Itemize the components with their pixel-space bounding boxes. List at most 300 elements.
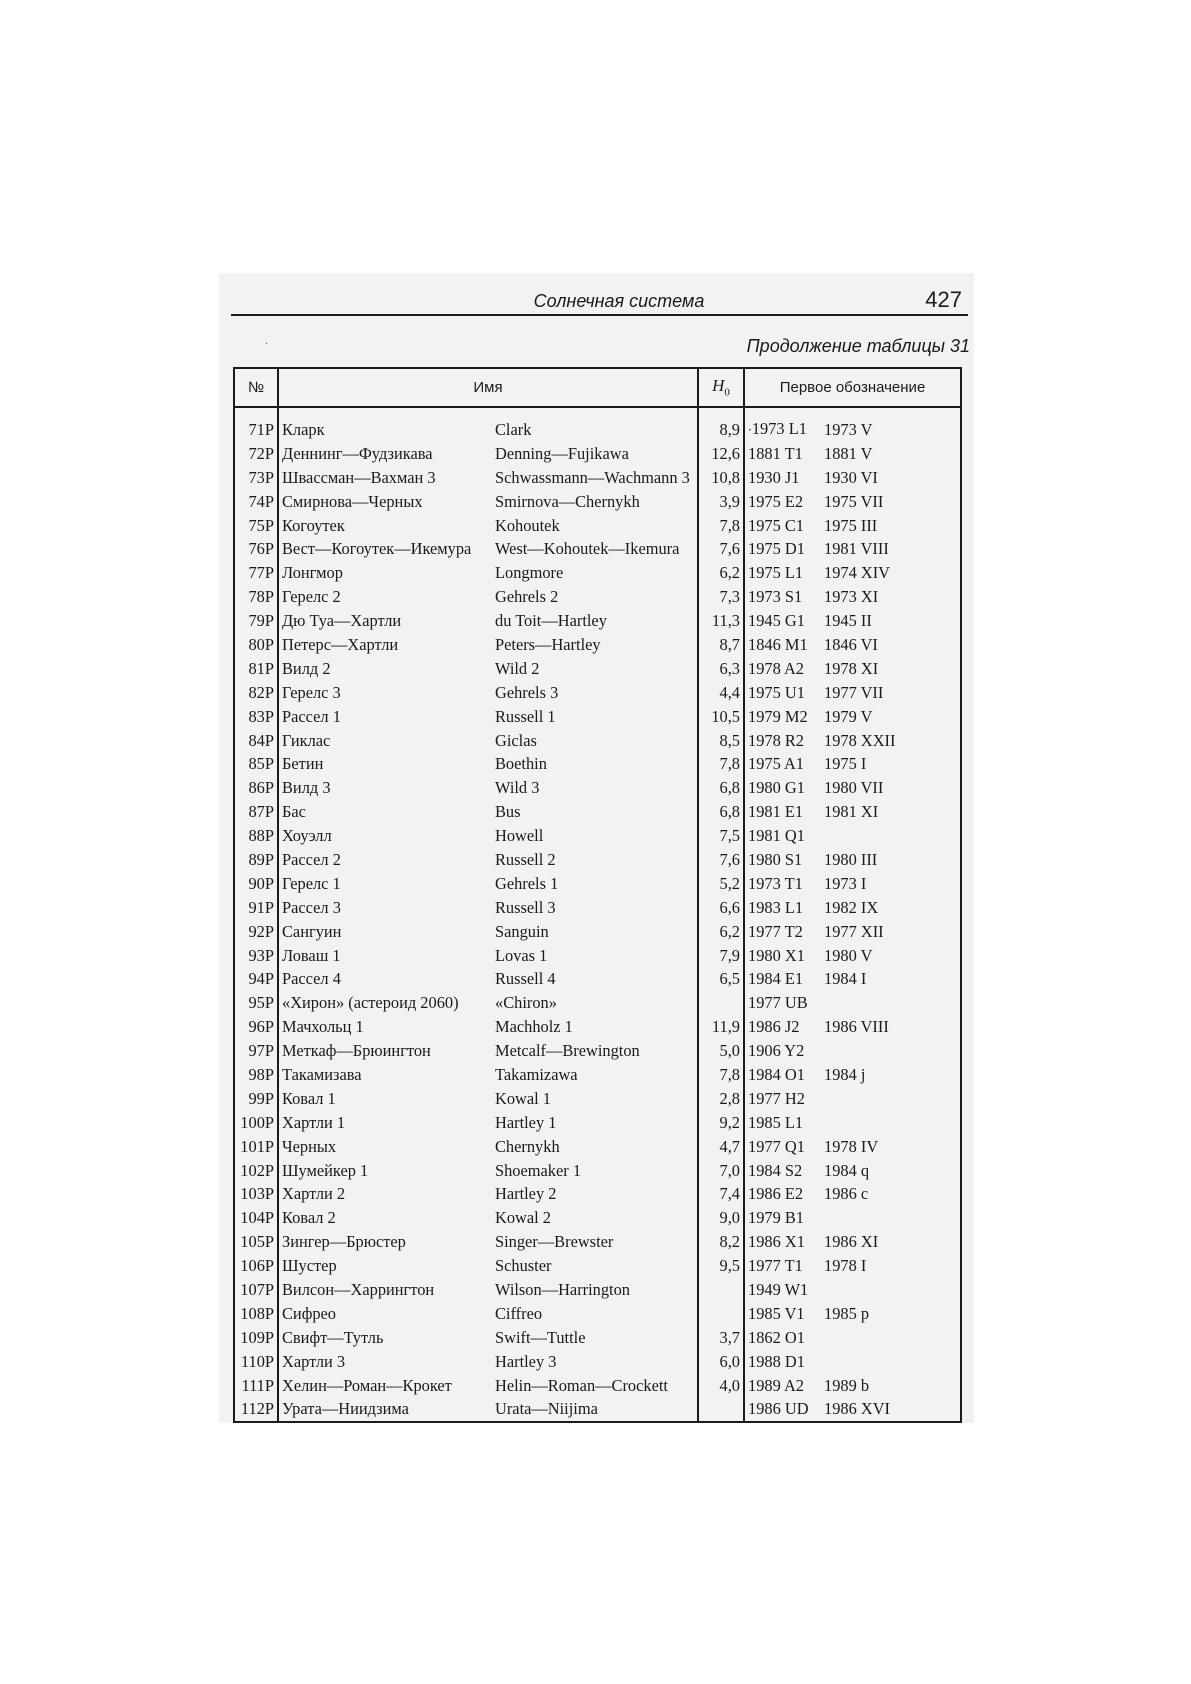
- comet-number: 93P: [234, 944, 278, 968]
- comet-magnitude: 4,7: [698, 1135, 744, 1159]
- comet-name-russian: Свифт—Тутль: [282, 1327, 384, 1347]
- comet-name-russian: Рассел 3: [282, 897, 341, 917]
- book-page: [219, 273, 974, 1423]
- table-row: [234, 1111, 961, 1135]
- comet-name-latin: Howell: [495, 826, 544, 846]
- comet-name-latin: Hartley 3: [495, 1351, 557, 1371]
- comet-designation-provisional: 1906 Y2: [748, 1041, 805, 1061]
- table-row: [234, 561, 961, 585]
- comet-designation-roman: [821, 991, 961, 1015]
- comet-designation-provisional: 1985 V1: [748, 1303, 805, 1323]
- comet-designation-provisional: 1881 T1: [748, 443, 803, 463]
- comet-number: 85P: [234, 752, 278, 776]
- comet-designation-provisional: 1975 A1: [748, 754, 805, 774]
- comet-designation-provisional: 1980 G1: [748, 778, 805, 798]
- comet-name-latin: Russell 1: [495, 706, 556, 726]
- comet-number: 94P: [234, 967, 278, 991]
- comet-designation-provisional: 1986 E2: [748, 1184, 804, 1204]
- comet-name-russian: Деннинг—Фудзикава: [282, 443, 433, 463]
- comet-name-latin: Shoemaker 1: [495, 1160, 582, 1180]
- comet-magnitude: 4,0: [698, 1374, 744, 1398]
- comet-magnitude: 7,8: [698, 752, 744, 776]
- comet-designation-roman: 1979 V: [821, 705, 961, 729]
- comet-number: 89P: [234, 848, 278, 872]
- table-row: [234, 490, 961, 514]
- comet-magnitude: [698, 991, 744, 1015]
- table-row: [234, 944, 961, 968]
- comet-name-russian: Хартли 3: [282, 1351, 346, 1371]
- comet-designation-roman: 1945 II: [821, 609, 961, 633]
- comet-name-russian: Рассел 2: [282, 849, 341, 869]
- comet-designation-roman: [821, 1111, 961, 1135]
- comet-designation-provisional: 1984 E1: [748, 969, 804, 989]
- comet-number: 105P: [234, 1230, 278, 1254]
- comet-name-russian: Герелс 1: [282, 873, 341, 893]
- comet-name-russian: Мачхольц 1: [282, 1017, 364, 1037]
- comet-name-latin: Machholz 1: [495, 1017, 573, 1037]
- table-row: [234, 1254, 961, 1278]
- comet-designation-provisional: 1977 UB: [748, 993, 808, 1013]
- comet-name-russian: Ковал 2: [282, 1208, 336, 1228]
- table-row: [234, 1159, 961, 1183]
- comet-magnitude: 7,6: [698, 537, 744, 561]
- comet-name-latin: Giclas: [495, 730, 537, 750]
- comet-magnitude: [698, 1278, 744, 1302]
- comet-designation-roman: [821, 1087, 961, 1111]
- magnitude-subscript: 0: [724, 386, 730, 399]
- comet-designation-roman: 1989 b: [821, 1374, 961, 1398]
- comet-name-russian: Сангуин: [282, 921, 342, 941]
- comet-name-latin: Wild 2: [495, 658, 540, 678]
- comet-designation-roman: 1981 XI: [821, 800, 961, 824]
- comet-magnitude: 9,2: [698, 1111, 744, 1135]
- comet-magnitude: 11,3: [698, 609, 744, 633]
- comet-name-latin: Gehrels 3: [495, 682, 559, 702]
- comet-magnitude: 6,0: [698, 1350, 744, 1374]
- comet-designation-provisional: 1846 M1: [748, 634, 808, 654]
- comet-magnitude: 3,7: [698, 1326, 744, 1350]
- comet-name-russian: Дю Туа—Хартли: [282, 611, 402, 631]
- comet-number: 99P: [234, 1087, 278, 1111]
- table-row: [234, 609, 961, 633]
- comet-magnitude: 8,9: [698, 407, 744, 442]
- comet-name-russian: Герелс 3: [282, 682, 341, 702]
- comet-number: 97P: [234, 1039, 278, 1063]
- comet-magnitude: 5,2: [698, 872, 744, 896]
- table-row: [234, 1374, 961, 1398]
- comet-name-russian: Сифрео: [282, 1303, 336, 1323]
- comet-designation-provisional: 1984 O1: [748, 1064, 805, 1084]
- comet-designation-roman: 1982 IX: [821, 896, 961, 920]
- comet-number: 84P: [234, 729, 278, 753]
- comet-designation-roman: 1978 I: [821, 1254, 961, 1278]
- comet-name-russian: Вилд 2: [282, 658, 331, 678]
- comet-number: 111P: [234, 1374, 278, 1398]
- table-row: [234, 442, 961, 466]
- comet-name-russian: Бетин: [282, 754, 324, 774]
- comet-designation-provisional: 1978 R2: [748, 730, 805, 750]
- comet-designation-provisional: 1983 L1: [748, 897, 804, 917]
- comet-number: 75P: [234, 514, 278, 538]
- comet-designation-roman: 1975 III: [821, 514, 961, 538]
- comet-designation-provisional: 1986 X1: [748, 1232, 805, 1252]
- comet-magnitude: [698, 1398, 744, 1423]
- comet-name-russian: Рассел 4: [282, 969, 341, 989]
- comet-name-russian: Такамизава: [282, 1064, 362, 1084]
- designation-mark: ·: [748, 423, 752, 438]
- comet-designation-roman: [821, 824, 961, 848]
- comet-designation-roman: [821, 1278, 961, 1302]
- comet-number: 110P: [234, 1350, 278, 1374]
- comet-number: 103P: [234, 1183, 278, 1207]
- header-rule: [231, 314, 968, 316]
- comet-number: 81P: [234, 657, 278, 681]
- table-row: [234, 1206, 961, 1230]
- comet-designation-provisional: 1977 T2: [748, 921, 803, 941]
- table-row: [234, 705, 961, 729]
- comet-name-latin: Russell 4: [495, 969, 556, 989]
- table-row: [234, 1326, 961, 1350]
- column-header-name: Имя: [278, 368, 698, 407]
- comet-magnitude: 6,3: [698, 657, 744, 681]
- comet-number: 108P: [234, 1302, 278, 1326]
- comet-table: [233, 367, 962, 1423]
- comet-name-russian: Шумейкер 1: [282, 1160, 369, 1180]
- comet-magnitude: 5,0: [698, 1039, 744, 1063]
- comet-name-latin: du Toit—Hartley: [495, 611, 607, 631]
- table-row: [234, 1350, 961, 1374]
- comet-number: 106P: [234, 1254, 278, 1278]
- comet-number: 77P: [234, 561, 278, 585]
- comet-number: 100P: [234, 1111, 278, 1135]
- comet-designation-roman: [821, 1326, 961, 1350]
- comet-number: 104P: [234, 1206, 278, 1230]
- comet-designation-provisional: 1979 M2: [748, 706, 808, 726]
- comet-designation-roman: 1977 VII: [821, 681, 961, 705]
- comet-designation-provisional: [744, 407, 821, 442]
- comet-designation-roman: 1986 XI: [821, 1230, 961, 1254]
- comet-name-russian: Петерс—Хартли: [282, 634, 399, 654]
- comet-number: 83P: [234, 705, 278, 729]
- comet-name-russian: Зингер—Брюстер: [282, 1232, 406, 1252]
- comet-designation-roman: 1984 I: [821, 967, 961, 991]
- table-row: [234, 1398, 961, 1423]
- comet-designation-roman: 1986 VIII: [821, 1015, 961, 1039]
- comet-name-russian: Хоуэлл: [282, 826, 332, 846]
- comet-designation-provisional: 1979 B1: [748, 1208, 805, 1228]
- comet-designation-roman: 1974 XIV: [821, 561, 961, 585]
- comet-magnitude: 7,5: [698, 824, 744, 848]
- comet-designation-provisional: 1981 Q1: [748, 826, 805, 846]
- comet-designation-roman: 1978 XI: [821, 657, 961, 681]
- magnitude-symbol: H: [712, 376, 725, 396]
- comet-name-latin: Singer—Brewster: [495, 1232, 614, 1252]
- comet-designation-roman: 1846 VI: [821, 633, 961, 657]
- comet-name-russian: Гиклас: [282, 730, 331, 750]
- comet-number: 74P: [234, 490, 278, 514]
- comet-name-latin: Chernykh: [495, 1136, 560, 1156]
- comet-number: 98P: [234, 1063, 278, 1087]
- comet-designation-roman: 1984 q: [821, 1159, 961, 1183]
- comet-designation-roman: 1980 III: [821, 848, 961, 872]
- running-title: Солнечная система: [533, 291, 705, 311]
- table-header-row: [234, 368, 961, 407]
- table-row: [234, 537, 961, 561]
- comet-magnitude: 7,0: [698, 1159, 744, 1183]
- comet-number: 109P: [234, 1326, 278, 1350]
- comet-number: 95P: [234, 991, 278, 1015]
- comet-designation-roman: 1980 VII: [821, 776, 961, 800]
- comet-designation-provisional: 1986 J2: [748, 1017, 800, 1037]
- comet-magnitude: [698, 1302, 744, 1326]
- comet-name-russian: Лонгмор: [282, 563, 343, 583]
- page-number: 427: [925, 287, 962, 312]
- comet-number: 90P: [234, 872, 278, 896]
- table-row: [234, 776, 961, 800]
- comet-designation-roman: 1973 XI: [821, 585, 961, 609]
- table-row: [234, 1039, 961, 1063]
- comet-designation-roman: 1986 c: [821, 1183, 961, 1207]
- comet-name-latin: Kohoutek: [495, 515, 560, 535]
- comet-magnitude: 7,3: [698, 585, 744, 609]
- comet-name-latin: Hartley 1: [495, 1112, 557, 1132]
- comet-designation-provisional: 1989 A2: [748, 1375, 805, 1395]
- comet-designation-provisional: 1973 T1: [748, 873, 803, 893]
- comet-magnitude: 7,4: [698, 1183, 744, 1207]
- comet-number: 88P: [234, 824, 278, 848]
- comet-designation-provisional: 1930 J1: [748, 467, 800, 487]
- column-header-designation: Первое обозначение: [744, 368, 961, 407]
- comet-number: 80P: [234, 633, 278, 657]
- comet-number: 78P: [234, 585, 278, 609]
- comet-designation-roman: 1984 j: [821, 1063, 961, 1087]
- comet-name-russian: Герелс 2: [282, 587, 341, 607]
- table-row: [234, 657, 961, 681]
- comet-number: 72P: [234, 442, 278, 466]
- comet-designation-roman: 1975 I: [821, 752, 961, 776]
- comet-number: 87P: [234, 800, 278, 824]
- comet-name-latin: Metcalf—Brewington: [495, 1041, 640, 1061]
- comet-name-latin: Kowal 2: [495, 1208, 551, 1228]
- comet-name-latin: Gehrels 2: [495, 587, 559, 607]
- comet-name-russian: Урата—Ниидзима: [278, 1398, 492, 1423]
- table-row: [234, 466, 961, 490]
- comet-number: 101P: [234, 1135, 278, 1159]
- table-row: [234, 848, 961, 872]
- comet-name-latin: Schuster: [495, 1256, 552, 1276]
- running-head: [219, 285, 974, 315]
- comet-number: 107P: [234, 1278, 278, 1302]
- comet-number: 96P: [234, 1015, 278, 1039]
- comet-magnitude: 3,9: [698, 490, 744, 514]
- comet-name-latin: Gehrels 1: [495, 873, 559, 893]
- caption-mark: ·: [265, 339, 269, 350]
- comet-name-russian: Швассман—Вахман 3: [282, 467, 436, 487]
- table-row: [234, 1230, 961, 1254]
- comet-designation-roman: 1881 V: [821, 442, 961, 466]
- comet-name-latin: Schwassmann—Wachmann 3: [495, 467, 690, 487]
- comet-name-russian: Меткаф—Брюингтон: [282, 1041, 431, 1061]
- comet-designation-provisional: 1949 W1: [748, 1280, 809, 1299]
- comet-designation-provisional: 1984 S2: [748, 1160, 803, 1180]
- comet-designation-roman: [821, 1350, 961, 1374]
- comet-magnitude: 6,8: [698, 800, 744, 824]
- comet-name-latin: Takamizawa: [495, 1064, 578, 1084]
- comet-name-russian: Вилд 3: [282, 778, 331, 798]
- comet-name-russian: Хартли 1: [282, 1112, 346, 1132]
- table-row: [234, 967, 961, 991]
- comet-name-latin: Bus: [495, 802, 521, 822]
- comet-designation-provisional: 1973 S1: [748, 587, 803, 607]
- table-row: [234, 1015, 961, 1039]
- comet-magnitude: 4,4: [698, 681, 744, 705]
- comet-magnitude: 7,6: [698, 848, 744, 872]
- comet-name-russian: Кларк: [282, 419, 325, 439]
- comet-designation-roman: 1978 IV: [821, 1135, 961, 1159]
- comet-number: 91P: [234, 896, 278, 920]
- table-row: [234, 752, 961, 776]
- table-row: [234, 729, 961, 753]
- comet-name-latin: Hartley 2: [495, 1184, 557, 1204]
- comet-designation-provisional: 1980 S1: [748, 849, 803, 869]
- comet-name-latin: Ciffreo: [495, 1303, 543, 1323]
- table-row: [234, 991, 961, 1015]
- comet-designation-provisional: 1945 G1: [748, 611, 805, 631]
- comet-number: 76P: [234, 537, 278, 561]
- comet-name-latin: Helin—Roman—Crockett: [495, 1375, 668, 1395]
- designation-text: 1973 L1: [751, 419, 807, 439]
- comet-name-russian: Смирнова—Черных: [282, 491, 423, 511]
- comet-designation-provisional: 1986 UD: [744, 1398, 821, 1423]
- table-row: [234, 1183, 961, 1207]
- comet-designation-provisional: 1988 D1: [748, 1351, 805, 1371]
- comet-magnitude: 8,7: [698, 633, 744, 657]
- comet-magnitude: 7,8: [698, 514, 744, 538]
- comet-name-russian: Черных: [282, 1136, 337, 1156]
- comet-name-russian: Шустер: [282, 1256, 337, 1276]
- comet-name-latin: West—Kohoutek—Ikemura: [495, 539, 680, 559]
- comet-name-russian: Хартли 2: [282, 1184, 346, 1204]
- comet-designation-roman: 1981 VIII: [821, 537, 961, 561]
- comet-designation-provisional: 1978 A2: [748, 658, 805, 678]
- comet-magnitude: 7,9: [698, 944, 744, 968]
- comet-name-latin: Russell 2: [495, 849, 556, 869]
- comet-name-russian: Ковал 1: [282, 1088, 336, 1108]
- comet-number: 86P: [234, 776, 278, 800]
- comet-name-russian: Рассел 1: [282, 706, 341, 726]
- comet-name-latin: Peters—Hartley: [495, 634, 601, 654]
- comet-magnitude: 11,9: [698, 1015, 744, 1039]
- comet-designation-roman: [821, 1039, 961, 1063]
- comet-magnitude: 10,8: [698, 466, 744, 490]
- comet-name-latin: Wild 3: [495, 778, 540, 798]
- table-row: [234, 1278, 961, 1302]
- comet-number: 71P: [234, 407, 278, 442]
- comet-designation-provisional: 1975 D1: [748, 539, 805, 559]
- comet-name-russian: Вест—Когоутек—Икемура: [282, 539, 472, 559]
- comet-designation-provisional: 1981 E1: [748, 802, 804, 822]
- comet-magnitude: 6,5: [698, 967, 744, 991]
- column-header-number: №: [234, 368, 278, 407]
- comet-name-russian: Ловаш 1: [282, 945, 341, 965]
- table-body: [234, 407, 961, 1422]
- comet-magnitude: 9,0: [698, 1206, 744, 1230]
- table-row: [234, 896, 961, 920]
- comet-magnitude: 10,5: [698, 705, 744, 729]
- comet-number: 92P: [234, 920, 278, 944]
- comet-magnitude: 2,8: [698, 1087, 744, 1111]
- table-row: [234, 1135, 961, 1159]
- comet-designation-roman: 1985 p: [821, 1302, 961, 1326]
- comet-magnitude: 6,2: [698, 561, 744, 585]
- comet-designation-roman: 1980 V: [821, 944, 961, 968]
- table-row: [234, 514, 961, 538]
- table-row: [234, 1302, 961, 1326]
- comet-designation-provisional: 1980 X1: [748, 945, 805, 965]
- comet-magnitude: 12,6: [698, 442, 744, 466]
- comet-number: 73P: [234, 466, 278, 490]
- comet-name-latin: Kowal 1: [495, 1088, 551, 1108]
- table-row: [234, 1087, 961, 1111]
- comet-magnitude: 7,8: [698, 1063, 744, 1087]
- comet-name-russian: Бас: [282, 802, 306, 822]
- table-caption: Продолжение таблицы 31: [746, 336, 970, 356]
- comet-designation-provisional: 1862 O1: [748, 1327, 805, 1347]
- comet-designation-roman: 1986 XVI: [821, 1398, 961, 1423]
- comet-designation-roman: 1930 VI: [821, 466, 961, 490]
- table-row: [234, 800, 961, 824]
- comet-number: 82P: [234, 681, 278, 705]
- comet-name-russian: Когоутек: [282, 515, 345, 535]
- comet-name-latin: Denning—Fujikawa: [495, 443, 629, 463]
- table-row: [234, 585, 961, 609]
- comet-designation-roman: 1977 XII: [821, 920, 961, 944]
- comet-designation-roman: 1975 VII: [821, 490, 961, 514]
- comet-name-latin: «Chiron»: [495, 993, 557, 1013]
- comet-magnitude: 8,2: [698, 1230, 744, 1254]
- comet-designation-provisional: 1977 T1: [748, 1256, 803, 1276]
- comet-number: 112P: [234, 1398, 278, 1423]
- table-row: [234, 872, 961, 896]
- comet-designation-provisional: 1977 H2: [748, 1088, 805, 1108]
- comet-designation-provisional: 1975 L1: [748, 563, 804, 583]
- comet-designation-provisional: 1975 U1: [748, 682, 805, 702]
- comet-magnitude: 6,8: [698, 776, 744, 800]
- comet-name-latin: Boethin: [495, 754, 547, 774]
- comet-magnitude: 9,5: [698, 1254, 744, 1278]
- comet-name-latin: Longmore: [495, 563, 564, 583]
- table-row: [234, 633, 961, 657]
- comet-name-latin: Urata—Niijima: [492, 1398, 698, 1423]
- table-row: [234, 824, 961, 848]
- comet-name-latin: Russell 3: [495, 897, 556, 917]
- comet-name-latin: Wilson—Harrington: [495, 1280, 630, 1299]
- comet-magnitude: 6,2: [698, 920, 744, 944]
- table-row: [234, 407, 961, 442]
- comet-name-latin: Lovas 1: [495, 945, 548, 965]
- column-header-magnitude: [698, 368, 744, 407]
- comet-name-russian: «Хирон» (астероид 2060): [282, 993, 459, 1013]
- comet-designation-provisional: 1977 Q1: [748, 1136, 805, 1156]
- comet-magnitude: 6,6: [698, 896, 744, 920]
- comet-designation-provisional: 1985 L1: [748, 1112, 804, 1132]
- comet-designation-provisional: 1975 C1: [748, 515, 805, 535]
- comet-magnitude: 8,5: [698, 729, 744, 753]
- comet-designation-roman: 1973 V: [821, 407, 961, 442]
- comet-designation-roman: [821, 1206, 961, 1230]
- comet-number: 102P: [234, 1159, 278, 1183]
- comet-name-russian: Хелин—Роман—Крокет: [282, 1375, 452, 1395]
